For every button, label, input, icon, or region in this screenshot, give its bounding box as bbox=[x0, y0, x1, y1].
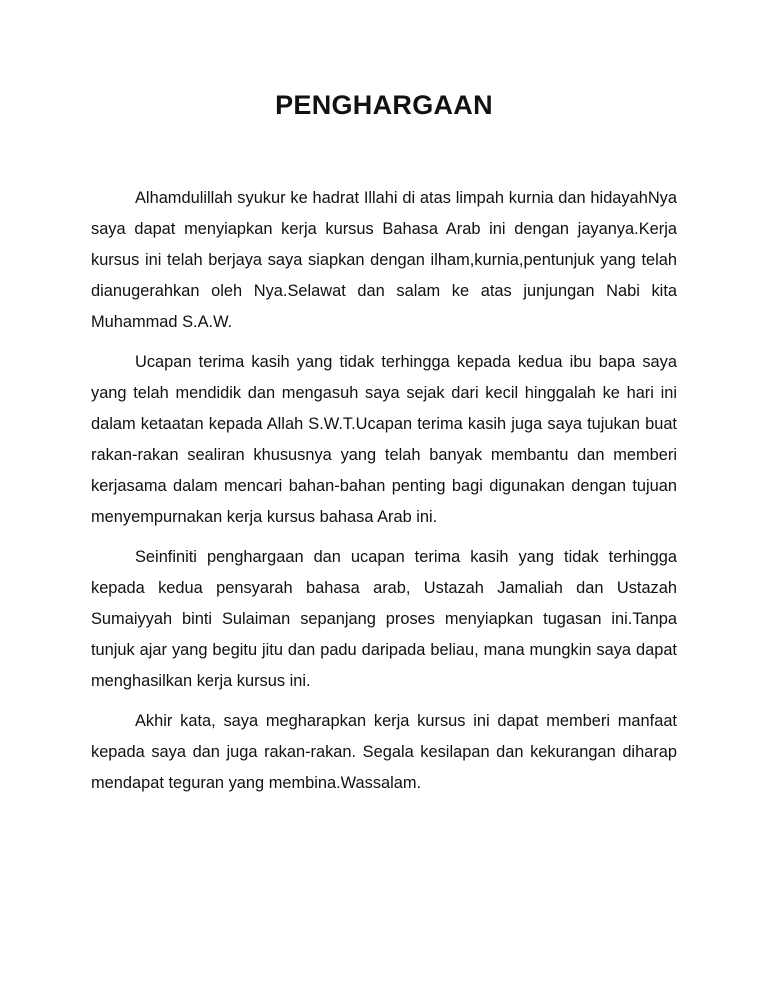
paragraph-3: Seinfiniti penghargaan dan ucapan terima kasih yang tidak terhingga kepada kedua pensyarah bahasa arab, Ustazah Jamaliah dan Ustazah Sumaiyyah binti Sulaiman sepanjang proses menyiapkan tugasan ini.Tanpa tunjuk ajar yang begitu jitu dan padu daripada beliau, mana mungkin saya dapat menghasilkan kerja kursus ini. bbox=[91, 548, 677, 690]
document-body bbox=[91, 183, 677, 808]
paragraph-4: Akhir kata, saya megharapkan kerja kursus ini dapat memberi manfaat kepada saya dan juga rakan-rakan. Segala kesilapan dan kekurangan diharap mendapat teguran yang membina.Wassalam. bbox=[91, 712, 677, 792]
paragraph-1: Alhamdulillah syukur ke hadrat Illahi di atas limpah kurnia dan hidayahNya saya dapat menyiapkan kerja kursus Bahasa Arab ini dengan jayanya.Kerja kursus ini telah berjaya saya siapkan dengan ilham,kurnia,pentunjuk yang telah dianugerahkan oleh Nya.Selawat dan salam ke atas junjungan Nabi kita Muhammad S.A.W. bbox=[91, 189, 677, 331]
paragraph-2: Ucapan terima kasih yang tidak terhingga kepada kedua ibu bapa saya yang telah mendidik dan mengasuh saya sejak dari kecil hinggalah ke hari ini dalam ketaatan kepada Allah S.W.T.Ucapan terima kasih juga saya tujukan buat rakan-rakan sealiran khususnya yang telah banyak membantu dan memberi kerjasama dalam mencari bahan-bahan penting bagi digunakan dengan tujuan menyempurnakan kerja kursus bahasa Arab ini. bbox=[91, 353, 677, 526]
page-title: PENGHARGAAN bbox=[275, 90, 493, 120]
